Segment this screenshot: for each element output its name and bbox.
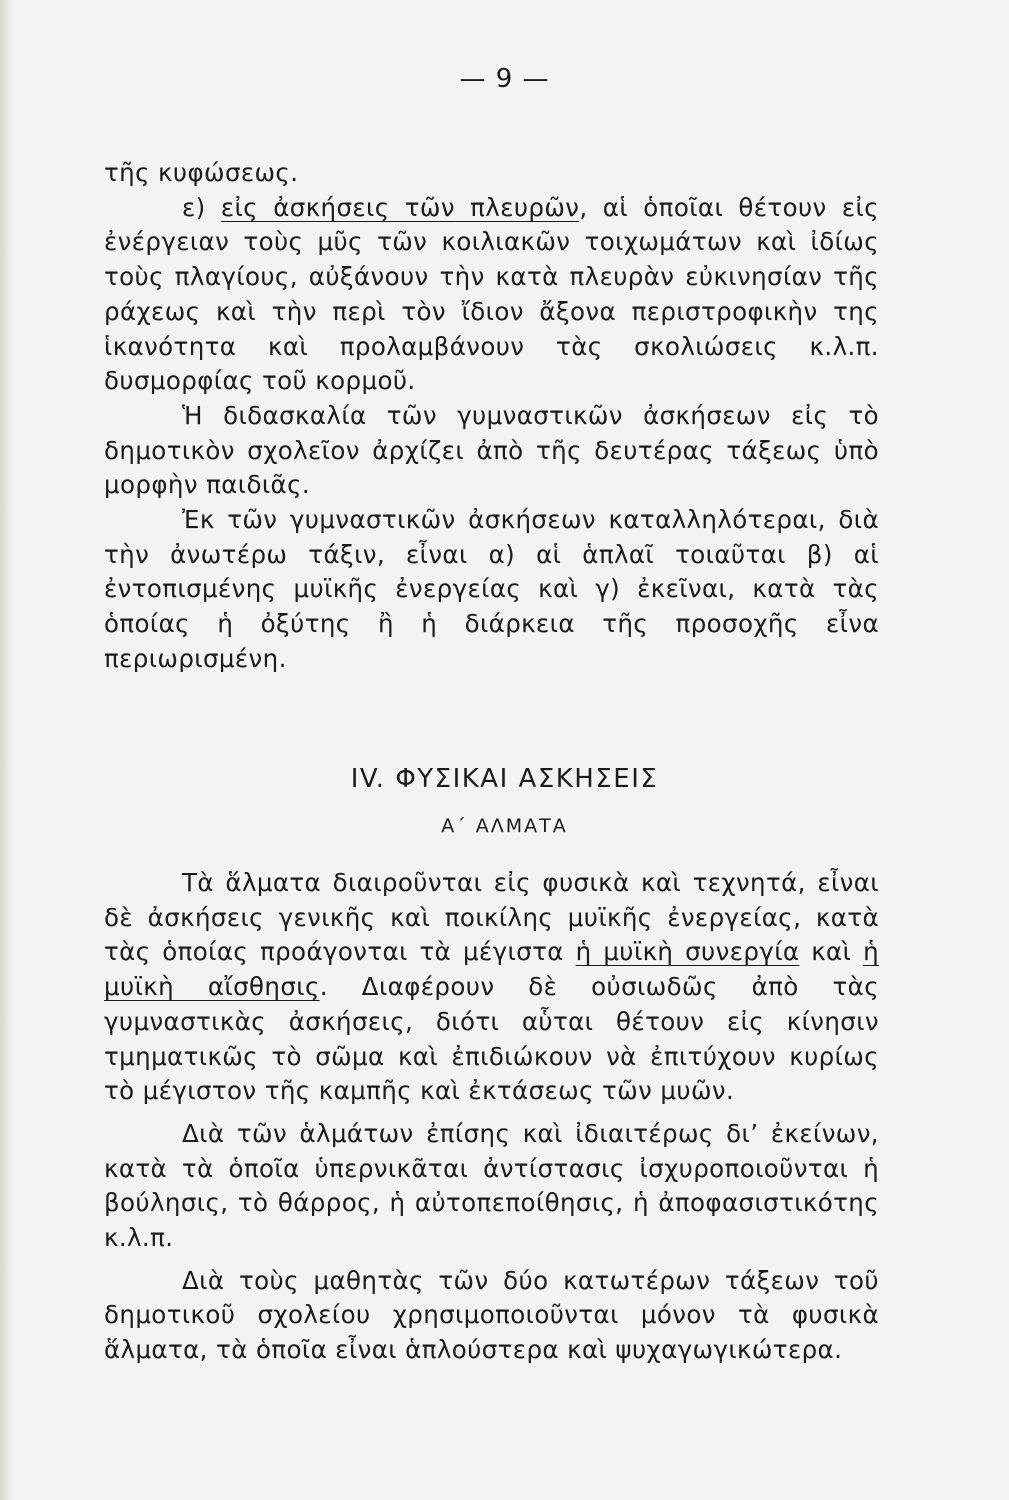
paragraph-text: Διὰ τῶν ἁλμάτων ἐπίσης καὶ ἰδιαιτέρως δι’ ἐκείνων, κατὰ τὰ ὁποῖα ὑπερνικᾶται ἀντίστασις ἰσχυροποιοῦνται ἡ βούλησις, τὸ θάρρος, ἡ αὐτοπεποίθησις, ἡ ἀποφασιστικότης κ.λ.π. <box>104 1118 879 1253</box>
paragraph-text: . Διαφέρουν δὲ οὐσιωδῶς ἀπὸ τὰς γυμναστικὰς ἀσκήσεις, διότι αὗται θέτουν εἰς κίνησιν τμηματικῶς τὸ σῶμα καὶ ἐπιδιώκουν νὰ ἐπιτύχουν κυρίως τὸ μέγιστον τῆς καμπῆς καὶ ἐκτάσεως τῶν μυῶν. <box>104 972 880 1106</box>
paragraph-text: Ἐκ τῶν γυμναστικῶν ἀσκήσεων καταλληλότεραι, διὰ τὴν ἀνωτέρω τάξιν, εἶναι α) αἱ ἁπλαῖ τοιαῦται β) αἱ ἐντοπισμένης μυϊκῆς ἐνεργείας καὶ γ) ἐκεῖναι, κατὰ τὰς ὁποίας ἡ ὀξύτης ἢ ἡ διάρκεια τῆς προσοχῆς εἶνα περιωρισμένη. <box>104 505 879 673</box>
paragraph-text: ε) <box>182 192 221 222</box>
paragraph <box>104 866 879 1109</box>
paragraph <box>104 191 879 399</box>
paragraph <box>104 1264 879 1368</box>
paragraph-text: τῆς κυφώσεως. <box>104 158 299 187</box>
paragraph-text: καὶ <box>799 937 864 967</box>
paragraph-text: Τὰ ἅλματα διαιροῦνται εἰς φυσικὰ καὶ τεχνητά, εἶναι δὲ ἀσκήσεις γενικῆς καὶ ποικίλης μυϊκῆς ἐνεργείας, κατὰ τὰς ὁποίας προάγονται τὰ μέγιστα <box>104 868 879 967</box>
underlined-phrase: ἡ μυϊκὴ συνεργία <box>575 937 800 967</box>
section-heading: IV. ΦΥΣΙΚΑΙ ΑΣΚΗΣΕΙΣ <box>350 764 659 794</box>
paragraph-text: , αἱ ὁποῖαι θέτουν εἰς ἐνέργειαν τοὺς μῦς τῶν κοιλιακῶν τοιχωμάτων καὶ ἰδίως τοὺς πλαγίους, αὐξάνουν τὴν κατὰ πλευρὰν εὐκινησίαν τῆς ράχεως καὶ τὴν περὶ τὸν ἴδιον ἄξονα περιστροφικὴν της ἱκανότητα καὶ προλαμβάνουν τὰς σκολιώσεις κ.λ.π. δυσμορφίας τοῦ κορμοῦ. <box>104 192 879 396</box>
paragraph <box>104 1117 879 1256</box>
paragraph-text: Ἡ διδασκαλία τῶν γυμναστικῶν ἀσκήσεων εἰς τὸ δημοτικὸν σχολεῖον ἀρχίζει ἀπὸ τῆς δευτέρας τάξεως ὑπὸ μορφὴν παιδιᾶς. <box>104 400 879 500</box>
paragraph-text: Διὰ τοὺς μαθητὰς τῶν δύο κατωτέρων τάξεων τοῦ δημοτικοῦ σχολείου χρησιμοποιοῦνται μόνον τὰ φυσικὰ ἅλματα, τὰ ὁποῖα εἶναι ἁπλούστερα καὶ ψυχαγωγικώτερα. <box>104 1265 879 1365</box>
text-block-top <box>104 156 879 677</box>
paragraph <box>104 503 879 677</box>
paragraph <box>104 399 879 503</box>
underlined-phrase: εἰς ἀσκήσεις τῶν πλευρῶν <box>220 192 580 222</box>
underlined-phrase: ἡ μυϊκὴ αἴσθησις <box>104 937 879 1002</box>
paragraph <box>104 156 879 191</box>
text-block-bottom <box>104 866 879 1368</box>
section-subheading: Α΄ ΑΛΜΑΤΑ <box>441 815 568 837</box>
page-number: — 9 — <box>459 64 550 94</box>
